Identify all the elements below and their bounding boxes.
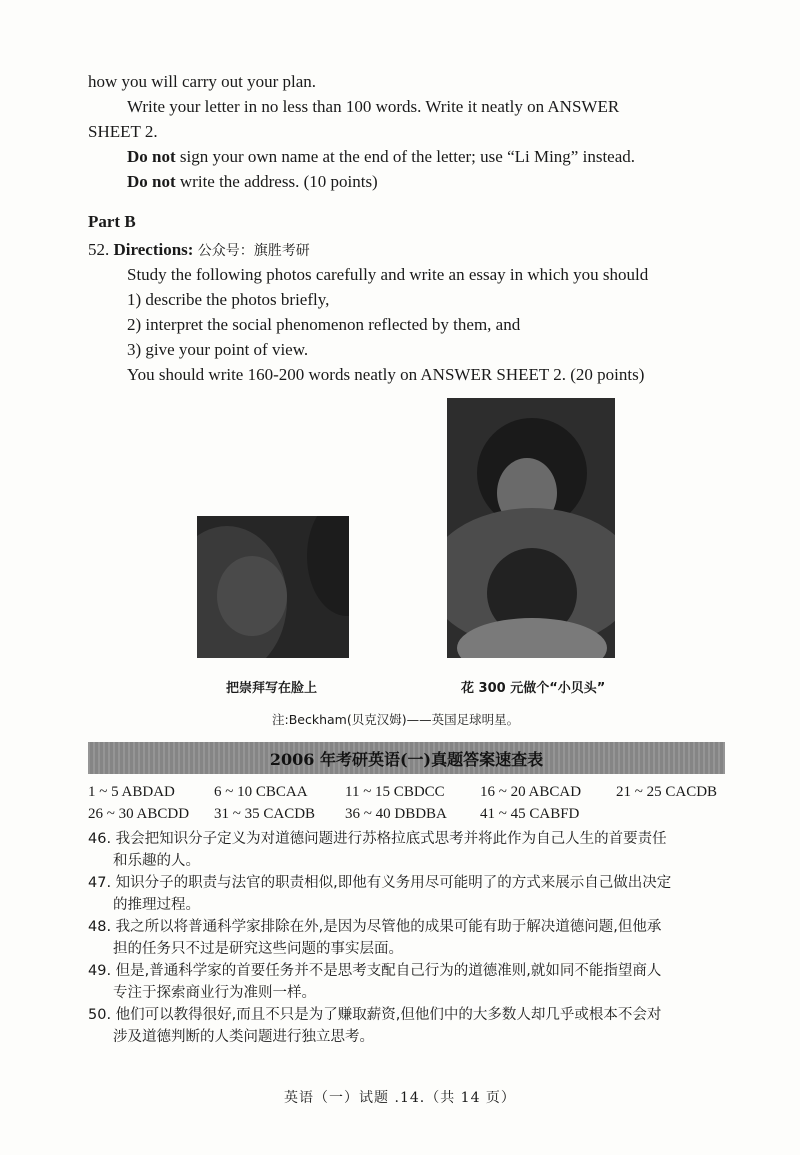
photo-note: 注:Beckham(贝克汉姆)——英国足球明星。 <box>272 712 520 727</box>
watermark-text: 公众号：旗胜考研 <box>197 243 310 259</box>
letter-line-3: SHEET 2. <box>88 122 158 141</box>
directions-line-3: 2) interpret the social phenomenon reflected by them, and <box>127 315 521 334</box>
answer-46-line-2: 和乐趣的人。 <box>113 853 200 869</box>
answer-key-title: 2006 年考研英语(一)真题答案速查表 <box>269 750 544 769</box>
part-b-heading: Part B <box>88 212 136 231</box>
page-footer: 英语（一）试题 .14.（共 14 页） <box>284 1090 516 1106</box>
answer-6-10: 6 ~ 10 CBCAA <box>214 784 308 800</box>
answer-21-25: 21 ~ 25 CACDB <box>616 784 718 800</box>
answer-31-35: 31 ~ 35 CACDB <box>214 806 316 822</box>
left-photo-caption: 把崇拜写在脸上 <box>226 681 318 696</box>
directions-line-1: Study the following photos carefully and write an essay in which you should <box>127 265 649 284</box>
photo-shape <box>217 556 287 636</box>
letter-line-5-rest: write the address. (10 points) <box>175 172 378 191</box>
answer-48-line-1: 48. 我之所以将普通科学家排除在外,是因为尽管他的成果可能有助于解决道德问题,但他承 <box>88 919 662 935</box>
haircut-photo <box>447 398 615 658</box>
answer-49-line-2: 专注于探索商业行为准则一样。 <box>113 985 316 1001</box>
question-number: 52. <box>88 240 110 259</box>
letter-line-2: Write your letter in no less than 100 words. Write it neatly on ANSWER <box>127 97 620 116</box>
answer-16-20: 16 ~ 20 ABCAD <box>480 784 582 800</box>
answer-1-5: 1 ~ 5 ABDAD <box>88 784 175 800</box>
answer-47-line-2: 的推理过程。 <box>113 897 200 913</box>
answer-41-45: 41 ~ 45 CABFD <box>480 806 580 822</box>
directions-label: Directions: <box>113 240 194 259</box>
right-photo-caption: 花 300 元做个“小贝头” <box>461 681 606 696</box>
answer-key-banner <box>88 742 725 774</box>
directions-line-2: 1) describe the photos briefly, <box>127 290 330 309</box>
answer-48-line-2: 担的任务只不过是研究这些问题的事实层面。 <box>113 941 403 957</box>
face-painting-photo <box>197 516 349 658</box>
do-not-emphasis: Do not <box>127 147 176 166</box>
answer-50-line-2: 涉及道德判断的人类问题进行独立思考。 <box>113 1029 374 1045</box>
answer-26-30: 26 ~ 30 ABCDD <box>88 806 190 822</box>
answer-36-40: 36 ~ 40 DBDBA <box>345 806 447 822</box>
answer-50-line-1: 50. 他们可以教得很好,而且不只是为了赚取薪资,但他们中的大多数人却几乎或根本不会对 <box>88 1007 662 1023</box>
letter-line-5 <box>127 171 378 193</box>
answer-11-15: 11 ~ 15 CBDCC <box>345 784 445 800</box>
letter-line-1: how you will carry out your plan. <box>88 72 317 91</box>
answer-47-line-1: 47. 知识分子的职责与法官的职责相似,即他有义务用尽可能明了的方式来展示自己做出决定 <box>88 875 672 891</box>
answer-46-line-1: 46. 我会把知识分子定义为对道德问题进行苏格拉底式思考并将此作为自己人生的首要责任 <box>88 831 667 847</box>
directions-line <box>88 239 310 262</box>
letter-line-4-rest: sign your own name at the end of the letter; use “Li Ming” instead. <box>175 147 636 166</box>
answer-49-line-1: 49. 但是,普通科学家的首要任务并不是思考支配自己行为的道德准则,就如同不能指望商人 <box>88 963 662 979</box>
letter-line-4 <box>127 146 635 168</box>
directions-line-5: You should write 160-200 words neatly on ANSWER SHEET 2. (20 points) <box>127 365 645 384</box>
do-not-emphasis: Do not <box>127 172 176 191</box>
photo-shape <box>307 516 349 616</box>
directions-line-4: 3) give your point of view. <box>127 340 309 359</box>
